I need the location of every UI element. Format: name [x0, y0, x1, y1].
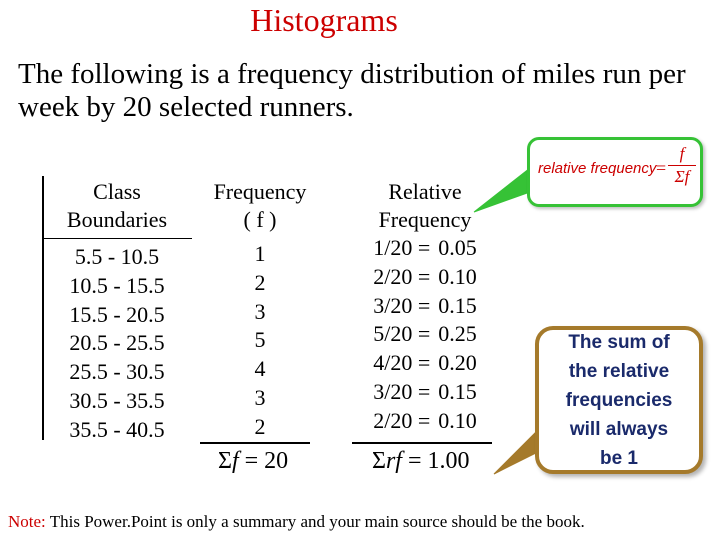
- boundary-cell: 10.5 - 15.5: [69, 272, 165, 298]
- frequency-cell: 3: [254, 298, 266, 324]
- frequency-values: [205, 240, 315, 442]
- sum-note-text: [566, 328, 673, 473]
- frequency-cell: 4: [254, 356, 266, 382]
- frequency-sum: Σf = 20: [218, 448, 289, 474]
- sum-note-line: the relative: [568, 360, 670, 382]
- relative-frequency-cell: [355, 378, 495, 407]
- ratio-text: 3/20 =: [373, 378, 431, 404]
- frequency-cell: 5: [254, 327, 266, 353]
- ratio-text: 2/20 =: [373, 407, 431, 433]
- frequency-column: [205, 178, 315, 442]
- relative-frequency-cell: [355, 320, 495, 349]
- frequency-sum-line: [200, 442, 310, 444]
- boundary-cell: 30.5 - 35.5: [69, 387, 165, 413]
- fraction-bar: [668, 165, 696, 166]
- ratio-text: 4/20 =: [373, 350, 431, 376]
- frequency-cell: 2: [254, 413, 266, 439]
- frequency-header: Frequency ( f ): [213, 179, 307, 232]
- frequency-cell: 1: [254, 241, 266, 266]
- footer-note-text: This Power.Point is only a summary and your main source should be the book.: [45, 512, 585, 531]
- class-boundaries-column: [42, 178, 192, 445]
- formula-label: relative frequency: [538, 160, 657, 177]
- relative-value: 0.20: [438, 350, 477, 376]
- sum-note-callout: [535, 326, 703, 474]
- relative-frequency-cell: [355, 234, 495, 263]
- boundary-cell: 20.5 - 25.5: [69, 330, 165, 356]
- relative-frequency-sum: Σrf = 1.00: [372, 448, 470, 474]
- relative-frequency-values: [355, 234, 495, 436]
- ratio-text: 2/20 =: [373, 263, 431, 289]
- sum-note-line: be 1: [599, 447, 639, 469]
- ratio-text: 1/20 =: [373, 235, 431, 260]
- relative-frequency-cell: [355, 263, 495, 292]
- slide-title: Histograms: [250, 2, 398, 38]
- relative-value: 0.15: [438, 378, 477, 404]
- relative-sum-line: [352, 442, 492, 444]
- boundary-cell: 35.5 - 40.5: [69, 416, 165, 442]
- relative-value: 0.15: [438, 292, 477, 318]
- relative-value: 0.05: [438, 235, 477, 260]
- sum-note-line: The sum of: [568, 331, 670, 353]
- frequency-cell: 3: [254, 384, 266, 410]
- relative-frequency-cell: [355, 407, 495, 436]
- relative-frequency-header: Relative Frequency: [378, 179, 472, 232]
- relative-value: 0.25: [438, 321, 477, 347]
- relative-value: 0.10: [438, 407, 477, 433]
- formula-fraction: [668, 144, 696, 187]
- boundary-cell: 5.5 - 10.5: [74, 244, 160, 269]
- footer-note: [8, 512, 585, 532]
- class-boundaries-header: Class Boundaries: [42, 178, 192, 239]
- formula-denominator: Σf: [674, 167, 690, 186]
- relative-frequency-column: [355, 178, 495, 436]
- boundary-cell: 15.5 - 20.5: [69, 301, 165, 327]
- intro-text: The following is a frequency distribution of miles run per week by 20 selected runners.: [18, 58, 686, 123]
- relative-frequency-cell: [355, 349, 495, 378]
- ratio-text: 3/20 =: [373, 292, 431, 318]
- frequency-cell: 2: [254, 269, 266, 295]
- boundary-cell: 25.5 - 30.5: [69, 359, 165, 385]
- sum-note-line: will always: [569, 418, 669, 440]
- formula-equals: =: [656, 158, 667, 178]
- formula-numerator: f: [679, 144, 685, 163]
- relative-value: 0.10: [438, 263, 477, 289]
- footer-note-label: Note:: [8, 512, 46, 531]
- relative-frequency-cell: [355, 292, 495, 321]
- formula-callout: [527, 137, 703, 207]
- ratio-text: 5/20 =: [373, 321, 431, 347]
- class-boundaries-values: [42, 243, 192, 445]
- sum-note-line: frequencies: [565, 389, 673, 411]
